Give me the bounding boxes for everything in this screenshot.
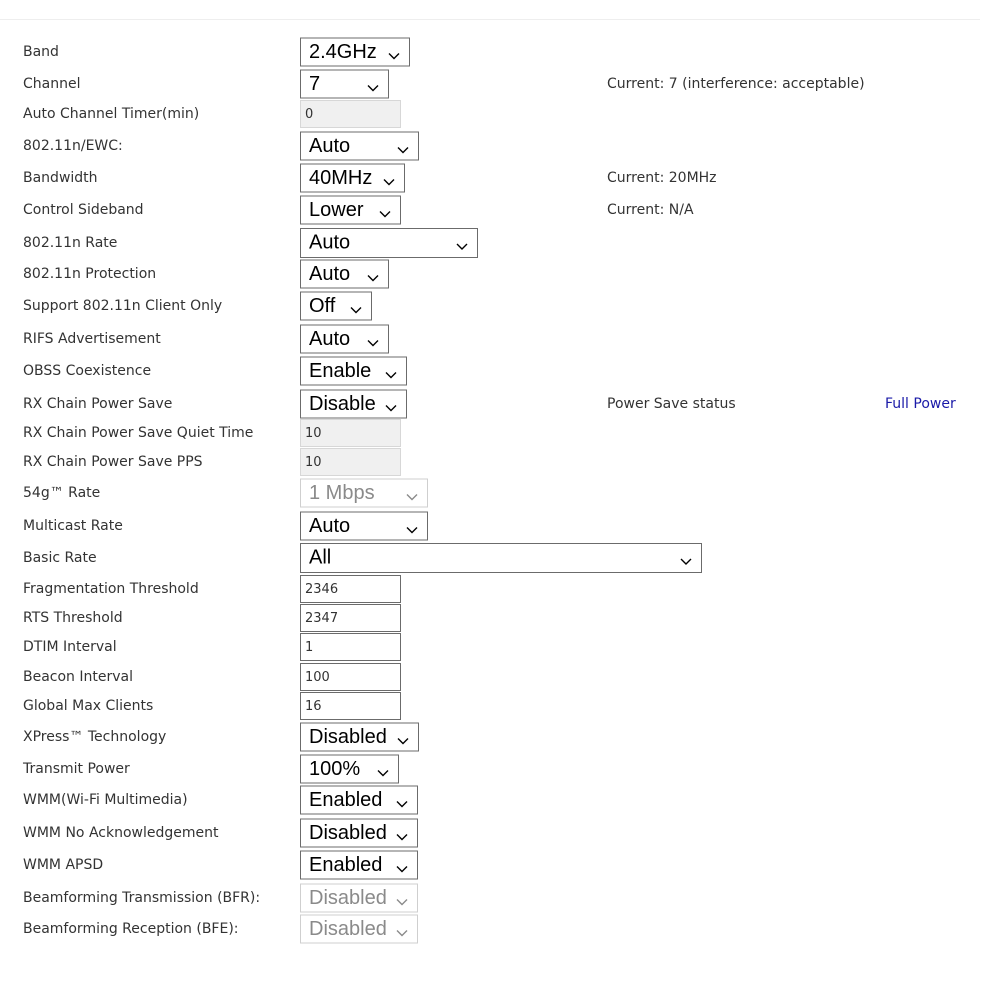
wmm-no-acknowledgement-label: WMM No Acknowledgement	[23, 825, 219, 841]
auto-channel-timer-min-input[interactable]	[300, 100, 401, 128]
beamforming-transmission-bfr-select	[300, 884, 418, 913]
multicast-rate-label: Multicast Rate	[23, 518, 123, 534]
multicast-rate-select-value: Auto	[309, 514, 351, 537]
basic-rate-select[interactable]	[300, 543, 702, 573]
rifs-advertisement-select-value: Auto	[309, 327, 351, 350]
channel-select-value: 7	[309, 72, 321, 95]
global-max-clients-input[interactable]	[300, 692, 401, 720]
chevron-down-icon	[382, 171, 396, 185]
chevron-down-icon	[378, 203, 392, 217]
chevron-down-icon	[405, 519, 419, 533]
802-11n-ewc-label: 802.11n/EWC:	[23, 138, 123, 154]
chevron-down-icon	[395, 858, 409, 872]
xpress-technology-select-value: Disabled	[309, 725, 387, 748]
802-11n-rate-label: 802.11n Rate	[23, 235, 118, 251]
beamforming-reception-bfe-label: Beamforming Reception (BFE):	[23, 921, 239, 937]
wmm-no-acknowledgement-select[interactable]	[300, 819, 418, 848]
chevron-down-icon	[387, 45, 401, 59]
54g-rate-label: 54g™ Rate	[23, 485, 101, 501]
bandwidth-current-info: Current: 20MHz	[607, 170, 717, 186]
rifs-advertisement-label: RIFS Advertisement	[23, 331, 161, 347]
wmm-apsd-label: WMM APSD	[23, 857, 104, 873]
beamforming-transmission-bfr-select-value: Disabled	[309, 886, 387, 909]
chevron-down-icon	[366, 332, 380, 346]
rx-chain-power-save-quiet-time-input[interactable]	[300, 419, 401, 447]
bandwidth-label: Bandwidth	[23, 170, 98, 186]
bandwidth-select-value: 40MHz	[309, 166, 373, 189]
basic-rate-select-value: All	[309, 546, 332, 569]
rx-chain-power-save-select-value: Disable	[309, 392, 376, 415]
chevron-down-icon	[455, 236, 469, 250]
xpress-technology-label: XPress™ Technology	[23, 729, 167, 745]
control-sideband-select[interactable]	[300, 196, 401, 225]
54g-rate-select-value: 1 Mbps	[309, 481, 375, 504]
wmm-apsd-select[interactable]	[300, 851, 418, 880]
chevron-down-icon	[395, 826, 409, 840]
chevron-down-icon	[349, 299, 363, 313]
top-divider	[0, 19, 980, 20]
rx-chain-power-save-select[interactable]	[300, 390, 407, 419]
obss-coexistence-select-value: Enable	[309, 359, 372, 382]
band-select-value: 2.4GHz	[309, 40, 377, 63]
bandwidth-select[interactable]	[300, 164, 405, 193]
transmit-power-select[interactable]	[300, 755, 399, 784]
wmm-wi-fi-multimedia-select-value: Enabled	[309, 788, 383, 811]
rx-chain-power-save-pps-input[interactable]	[300, 448, 401, 476]
power-save-status-label: Power Save status	[607, 396, 736, 412]
global-max-clients-label: Global Max Clients	[23, 698, 154, 714]
chevron-down-icon	[376, 762, 390, 776]
beamforming-transmission-bfr-label: Beamforming Transmission (BFR):	[23, 890, 261, 906]
band-label: Band	[23, 44, 59, 60]
chevron-down-icon	[679, 551, 693, 565]
channel-current-info: Current: 7 (interference: acceptable)	[607, 76, 865, 92]
chevron-down-icon	[395, 922, 409, 936]
transmit-power-select-value: 100%	[309, 757, 361, 780]
fragmentation-threshold-label: Fragmentation Threshold	[23, 581, 199, 597]
support-802-11n-client-only-select[interactable]	[300, 292, 372, 321]
chevron-down-icon	[366, 77, 380, 91]
rx-chain-power-save-quiet-time-label: RX Chain Power Save Quiet Time	[23, 425, 254, 441]
802-11n-protection-select-value: Auto	[309, 262, 351, 285]
chevron-down-icon	[384, 364, 398, 378]
band-select[interactable]	[300, 38, 410, 67]
control-sideband-select-value: Lower	[309, 198, 364, 221]
xpress-technology-select[interactable]	[300, 723, 419, 752]
dtim-interval-label: DTIM Interval	[23, 639, 117, 655]
beamforming-reception-bfe-select-value: Disabled	[309, 917, 387, 940]
802-11n-protection-label: 802.11n Protection	[23, 266, 157, 282]
chevron-down-icon	[395, 793, 409, 807]
802-11n-ewc-select-value: Auto	[309, 134, 351, 157]
wmm-wi-fi-multimedia-label: WMM(Wi-Fi Multimedia)	[23, 792, 188, 808]
obss-coexistence-select[interactable]	[300, 357, 407, 386]
802-11n-rate-select-value: Auto	[309, 231, 351, 254]
chevron-down-icon	[396, 139, 410, 153]
beacon-interval-input[interactable]	[300, 663, 401, 691]
54g-rate-select	[300, 479, 428, 508]
beacon-interval-label: Beacon Interval	[23, 669, 133, 685]
power-save-status-link[interactable]: Full Power	[885, 396, 956, 412]
rx-chain-power-save-label: RX Chain Power Save	[23, 396, 173, 412]
rx-chain-power-save-pps-label: RX Chain Power Save PPS	[23, 454, 203, 470]
fragmentation-threshold-input[interactable]	[300, 575, 401, 603]
channel-label: Channel	[23, 76, 81, 92]
chevron-down-icon	[405, 486, 419, 500]
obss-coexistence-label: OBSS Coexistence	[23, 363, 152, 379]
802-11n-rate-select[interactable]	[300, 228, 478, 258]
support-802-11n-client-only-select-value: Off	[309, 294, 336, 317]
rts-threshold-input[interactable]	[300, 604, 401, 632]
dtim-interval-input[interactable]	[300, 633, 401, 661]
wmm-apsd-select-value: Enabled	[309, 853, 383, 876]
transmit-power-label: Transmit Power	[23, 761, 130, 777]
chevron-down-icon	[396, 730, 410, 744]
rts-threshold-label: RTS Threshold	[23, 610, 123, 626]
chevron-down-icon	[366, 267, 380, 281]
chevron-down-icon	[395, 891, 409, 905]
beamforming-reception-bfe-select	[300, 915, 418, 944]
wmm-wi-fi-multimedia-select[interactable]	[300, 786, 418, 815]
802-11n-ewc-select[interactable]	[300, 132, 419, 161]
wmm-no-acknowledgement-select-value: Disabled	[309, 821, 387, 844]
support-802-11n-client-only-label: Support 802.11n Client Only	[23, 298, 223, 314]
chevron-down-icon	[384, 397, 398, 411]
channel-select[interactable]	[300, 70, 389, 99]
802-11n-protection-select[interactable]	[300, 260, 389, 289]
rifs-advertisement-select[interactable]	[300, 325, 389, 354]
multicast-rate-select[interactable]	[300, 512, 428, 541]
control-sideband-label: Control Sideband	[23, 202, 144, 218]
basic-rate-label: Basic Rate	[23, 550, 97, 566]
sideband-current-info: Current: N/A	[607, 202, 694, 218]
auto-channel-timer-min-label: Auto Channel Timer(min)	[23, 106, 200, 122]
